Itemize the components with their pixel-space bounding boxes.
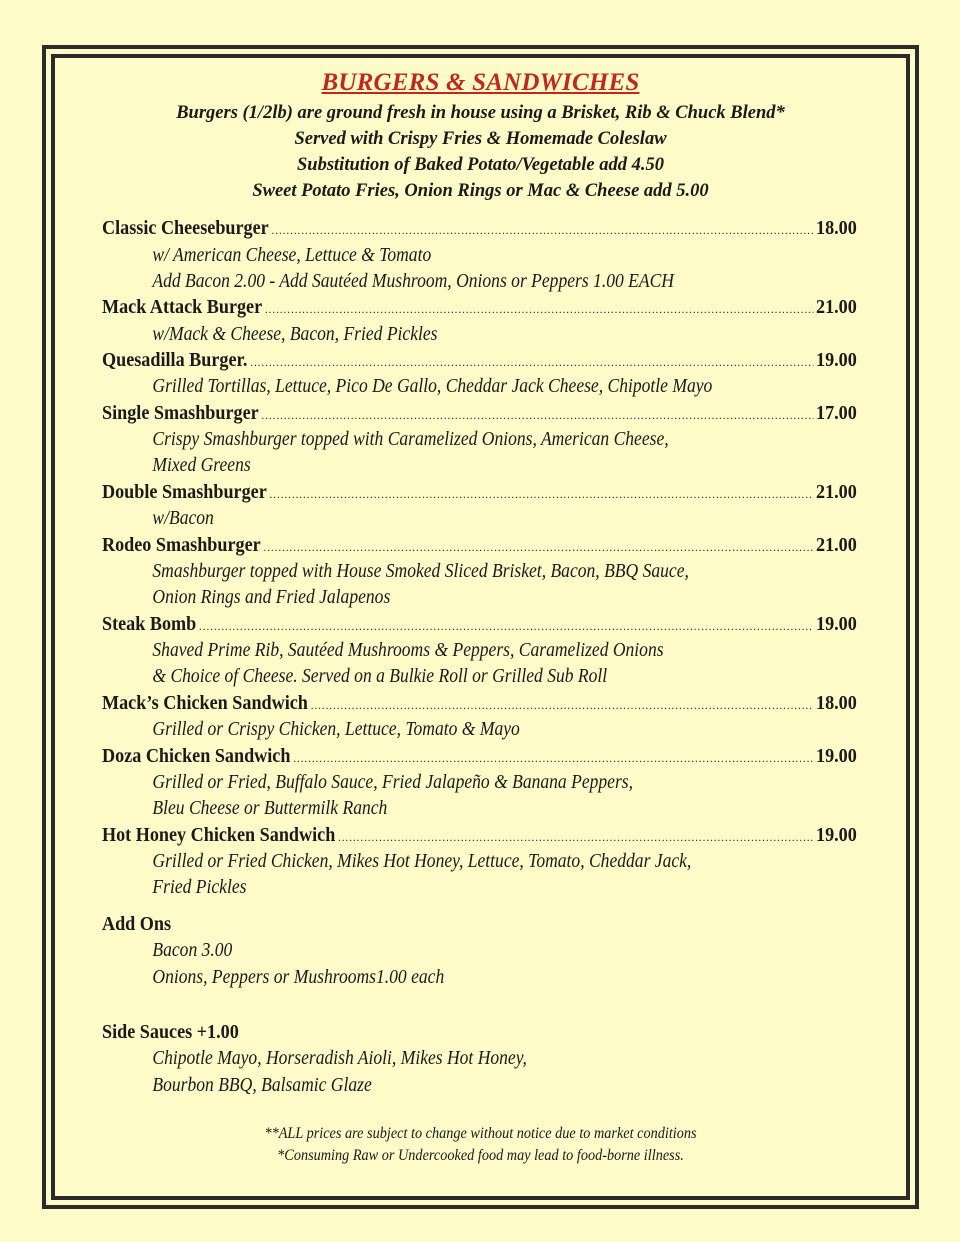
item-price: 18.00 bbox=[816, 692, 857, 714]
item-name: Classic Cheeseburger bbox=[102, 218, 269, 239]
add-on-line: Onions, Peppers or Mushrooms1.00 each bbox=[152, 966, 445, 988]
item-description: Onion Rings and Fried Jalapenos bbox=[152, 587, 391, 609]
item-price: 18.00 bbox=[816, 218, 857, 239]
item-description: Fried Pickles bbox=[152, 877, 247, 899]
item-description: Crispy Smashburger topped with Caramelized Onions, American Cheese, bbox=[152, 429, 669, 451]
subtitle-line: Served with Crispy Fries & Homemade Coleslaw bbox=[294, 129, 667, 149]
menu-item-row bbox=[102, 691, 857, 718]
item-name: Mack’s Chicken Sandwich bbox=[102, 692, 308, 714]
menu-item bbox=[102, 480, 857, 533]
menu-item-row bbox=[102, 401, 857, 428]
item-price: 21.00 bbox=[816, 297, 857, 319]
dot-leader bbox=[199, 613, 813, 640]
item-description: Grilled or Crispy Chicken, Lettuce, Tomato & Mayo bbox=[152, 719, 520, 741]
menu-item-row bbox=[102, 533, 857, 560]
item-description: w/Bacon bbox=[152, 508, 214, 530]
side-sauce-line: Chipotle Mayo, Horseradish Aioli, Mikes Hot Honey, bbox=[152, 1048, 527, 1070]
menu-item bbox=[102, 533, 857, 612]
spacer bbox=[102, 991, 857, 1020]
dot-leader bbox=[311, 692, 814, 719]
menu-items-list bbox=[102, 216, 857, 1099]
item-name: Single Smashburger bbox=[102, 402, 259, 424]
menu-item-row bbox=[102, 823, 857, 850]
item-price: 17.00 bbox=[816, 402, 857, 424]
price-disclaimer: **ALL prices are subject to change without notice due to market conditions bbox=[264, 1125, 697, 1142]
add-on-line: Bacon 3.00 bbox=[152, 940, 233, 962]
item-description: Mixed Greens bbox=[152, 455, 251, 477]
menu-item bbox=[102, 612, 857, 691]
footnotes bbox=[46, 1123, 915, 1167]
dot-leader bbox=[265, 296, 813, 323]
menu-item bbox=[102, 691, 857, 744]
item-description: Grilled Tortillas, Lettuce, Pico De Gallo, Cheddar Jack Cheese, Chipotle Mayo bbox=[152, 376, 713, 398]
subtitle-line: Burgers (1/2lb) are ground fresh in house using a Brisket, Rib & Chuck Blend* bbox=[176, 103, 785, 123]
item-price: 21.00 bbox=[816, 481, 857, 503]
side-sauce-line: Bourbon BBQ, Balsamic Glaze bbox=[152, 1074, 372, 1096]
menu-item bbox=[102, 295, 857, 348]
item-price: 19.00 bbox=[816, 824, 857, 846]
menu-item bbox=[102, 744, 857, 823]
menu-item-row bbox=[102, 480, 857, 507]
item-name: Steak Bomb bbox=[102, 613, 197, 635]
side-sauces-section bbox=[102, 1020, 857, 1099]
menu-item bbox=[102, 401, 857, 480]
menu-title: BURGERS & SANDWICHES bbox=[321, 69, 640, 96]
dot-leader bbox=[270, 481, 814, 508]
dot-leader bbox=[263, 534, 813, 561]
item-name: Mack Attack Burger bbox=[102, 297, 263, 319]
menu-item-row bbox=[102, 295, 857, 322]
dot-leader bbox=[261, 402, 813, 429]
item-description: Grilled or Fried Chicken, Mikes Hot Honey, Lettuce, Tomato, Cheddar Jack, bbox=[152, 851, 692, 873]
menu-item-row bbox=[102, 348, 857, 375]
item-name: Rodeo Smashburger bbox=[102, 534, 261, 556]
subtitle-line: Sweet Potato Fries, Onion Rings or Mac & Cheese add 5.00 bbox=[252, 181, 709, 201]
item-price: 19.00 bbox=[816, 613, 857, 635]
item-description: Bleu Cheese or Buttermilk Ranch bbox=[152, 798, 388, 820]
menu-item-row bbox=[102, 612, 857, 639]
item-name: Quesadilla Burger. bbox=[102, 349, 248, 371]
menu-page bbox=[46, 49, 915, 1205]
item-description: Smashburger topped with House Smoked Sliced Brisket, Bacon, BBQ Sauce, bbox=[152, 561, 689, 583]
menu-item-row bbox=[102, 216, 857, 243]
item-name: Doza Chicken Sandwich bbox=[102, 745, 291, 767]
menu-item bbox=[102, 348, 857, 401]
spacer bbox=[102, 902, 857, 912]
item-price: 19.00 bbox=[816, 745, 857, 767]
subtitle-line: Substitution of Baked Potato/Vegetable add 4.50 bbox=[297, 155, 664, 175]
item-description: Add Bacon 2.00 - Add Sautéed Mushroom, Onions or Peppers 1.00 EACH bbox=[152, 270, 674, 292]
item-price: 19.00 bbox=[816, 349, 857, 371]
outer-border-frame bbox=[42, 45, 919, 1209]
item-name: Hot Honey Chicken Sandwich bbox=[102, 824, 336, 846]
item-description: & Choice of Cheese. Served on a Bulkie Roll or Grilled Sub Roll bbox=[152, 666, 608, 688]
add-ons-heading: Add Ons bbox=[102, 913, 172, 935]
menu-item bbox=[102, 216, 857, 295]
menu-item bbox=[102, 823, 857, 902]
dot-leader bbox=[272, 217, 814, 244]
item-description: w/Mack & Cheese, Bacon, Fried Pickles bbox=[152, 323, 438, 345]
item-name: Double Smashburger bbox=[102, 481, 267, 503]
dot-leader bbox=[250, 349, 813, 376]
item-price: 21.00 bbox=[816, 534, 857, 556]
item-description: Shaved Prime Rib, Sautéed Mushrooms & Peppers, Caramelized Onions bbox=[152, 640, 664, 662]
menu-item-row bbox=[102, 744, 857, 771]
item-description: w/ American Cheese, Lettuce & Tomato bbox=[152, 244, 432, 266]
add-ons-section bbox=[102, 912, 857, 991]
item-description: Grilled or Fried, Buffalo Sauce, Fried Jalapeño & Banana Peppers, bbox=[152, 772, 633, 794]
dot-leader bbox=[293, 745, 813, 772]
dot-leader bbox=[338, 824, 813, 851]
side-sauces-heading: Side Sauces +1.00 bbox=[102, 1021, 239, 1043]
food-safety-warning: *Consuming Raw or Undercooked food may lead to food-borne illness. bbox=[277, 1147, 684, 1164]
